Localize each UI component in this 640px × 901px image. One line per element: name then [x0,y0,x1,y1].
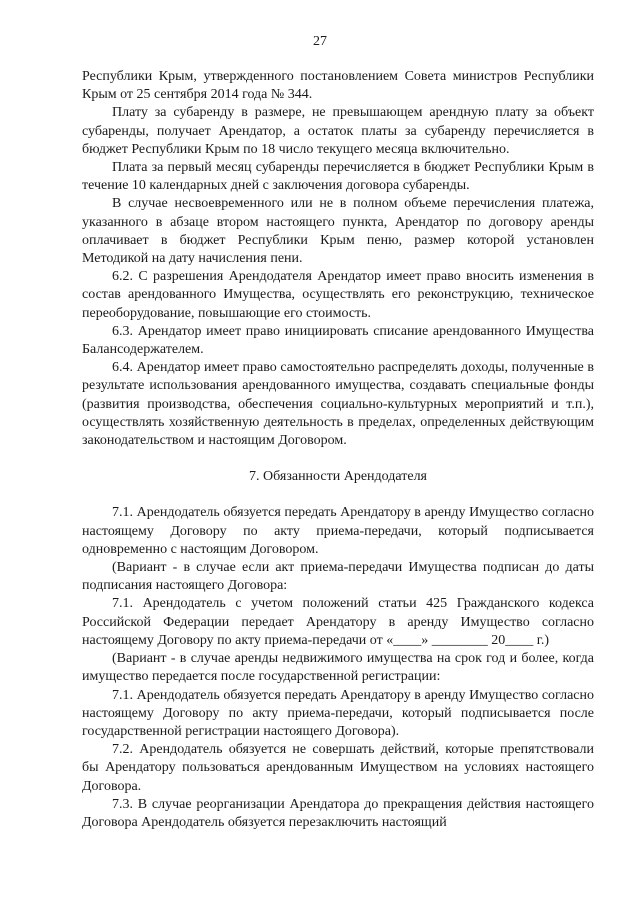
clause-6-3: 6.3. Арендатор имеет право инициировать списание арендованного Имущества Балансодержателем. [82,323,594,358]
paragraph-first-month-payment: Плата за первый месяц субаренды перечисляется в бюджет Республики Крым в течение 10 календарных дней с заключения договора субаренды. [82,160,594,194]
paragraph-sublease-payment: Плату за субаренду в размере, не превышающем арендную плату за объект субаренды, получает Арендатор, а остаток платы за субаренду перечисляется в бюджет Республики Крым по 18 число текущего месяца включительно. [82,105,594,157]
clause-6-2: 6.2. С разрешения Арендодателя Арендатор имеет право вносить изменения в состав арендованного Имущества, осуществлять его реконструкцию, техническое переоборудование, повышающие его стоимость. [82,269,594,321]
clause-7-1-variant-b: 7.1. Арендодатель обязуется передать Арендатору в аренду Имущество согласно настоящему Договору по акту приема-передачи, который подписывается после государственной регистрации настоящего Договора). [82,687,594,739]
paragraph-continuation: Республики Крым, утвержденного постановлением Совета министров Республики Крым от 25 сентября 2014 года № 344. [82,69,594,103]
paragraph-penalty: В случае несвоевременного или не в полном объеме перечисления платежа, указанного в абзаце втором настоящего пункта, Арендатор по договору аренды оплачивает в бюджет Республики Крым пеню, размер которой установлен Методикой на дату начисления пени. [82,196,594,267]
clause-6-4: 6.4. Арендатор имеет право самостоятельно распределять доходы, полученные в результате использования арендованного имущества, создавать специальные фонды (развития производства, обеспечения социально-культурных мероприятий и т.п.), осуществлять хозяйственную деятельность в пределах, определенных действующим законодательством и настоящим Договором. [82,360,594,449]
clause-7-1: 7.1. Арендодатель обязуется передать Арендатору в аренду Имущество согласно настоящему Договору по акту приема-передачи, который подписывается одновременно с настоящим Договором. [82,505,594,557]
variant-note-1: (Вариант - в случае если акт приема-передачи Имущества подписан до даты подписания настоящего Договора: [82,560,594,594]
clause-7-3: 7.3. В случае реорганизации Арендатора до прекращения действия настоящего Договора Арендодатель обязуется перезаключить настоящий [82,796,594,830]
section-heading-7: 7. Обязанности Арендодателя [249,469,427,485]
page-number: 27 [313,34,327,49]
clause-7-1-variant-a: 7.1. Арендодатель с учетом положений статьи 425 Гражданского кодекса Российской Федерации передает Арендатору в аренду Имущество согласно настоящему Договору по акту приема-передачи от «____» ________ 20____ г.) [82,596,594,648]
clause-7-2: 7.2. Арендодатель обязуется не совершать действий, которые препятствовали бы Арендатору пользоваться арендованным Имуществом на условиях настоящего Договора. [82,742,594,794]
variant-note-2: (Вариант - в случае аренды недвижимого имущества на срок год и более, когда имущество передается после государственной регистрации: [82,651,594,685]
document-body [82,68,594,832]
